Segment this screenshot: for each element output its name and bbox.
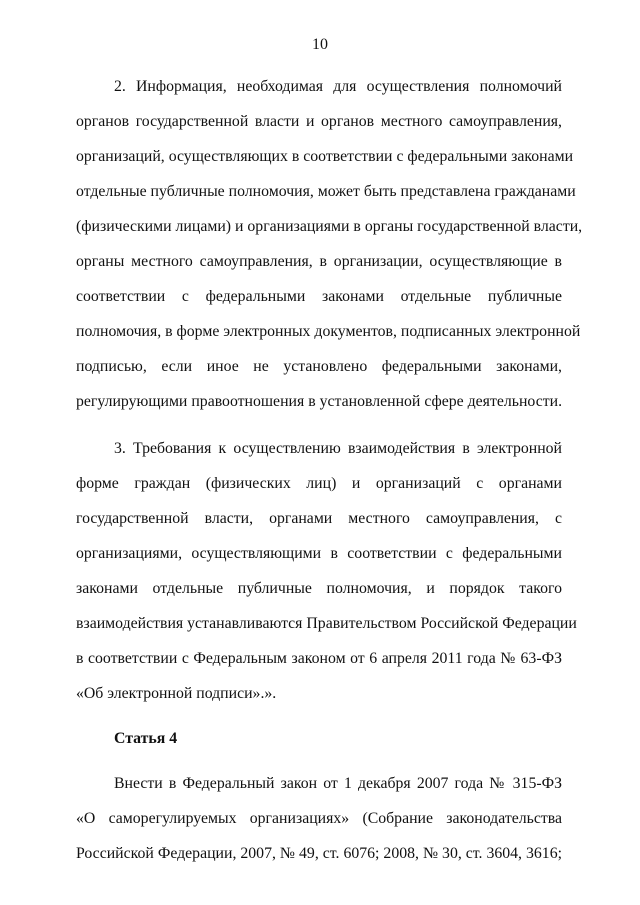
text-line: 3. Требования к осуществлению взаимодействия в электронной [114,440,562,457]
text-line: «Об электронной подписи».». [76,685,277,702]
text-line: регулирующими правоотношения в установленной сфере деятельности. [76,393,563,410]
text-line: отдельные публичные полномочия, может быть представлена гражданами [76,183,576,200]
text-line: органы местного самоуправления, в организации, осуществляющие в [76,253,562,270]
text-line: 2. Информация, необходимая для осуществления полномочий [114,78,562,95]
text-line: «О саморегулируемых организациях» (Собрание законодательства [76,810,562,827]
text-line: взаимодействия устанавливаются Правительством Российской Федерации [76,615,577,632]
text-line: форме граждан (физических лиц) и организаций с органами [76,475,562,492]
text-line: органов государственной власти и органов местного самоуправления, [76,113,562,130]
document-body [76,69,583,871]
text-line: Российской Федерации, 2007, № 49, ст. 6076; 2008, № 30, ст. 3604, 3616; [76,845,562,862]
text-line: организациями, осуществляющими в соответствии с федеральными [76,545,562,562]
text-line: государственной власти, органами местного самоуправления, с [76,510,562,527]
article-heading: Статья 4 [114,730,178,747]
paragraph-3 [76,431,577,711]
text-line: подписью, если иное не установлено федеральными законами, [76,358,562,375]
text-line: соответствии с федеральными законами отдельные публичные [76,288,562,305]
text-line: Внести в Федеральный закон от 1 декабря 2007 года № 315-ФЗ [114,775,562,792]
text-line: полномочия, в форме электронных документов, подписанных электронной [76,323,581,340]
page-number: 10 [312,36,328,53]
text-line: законами отдельные публичные полномочия, и порядок такого [76,580,562,597]
paragraph-2 [76,69,583,419]
article-4-text [76,766,562,871]
text-line: организаций, осуществляющих в соответствии с федеральными законами [76,148,574,165]
text-line: (физическими лицами) и организациями в органы государственной власти, [76,218,583,235]
text-line: в соответствии с Федеральным законом от 6 апреля 2011 года № 63-ФЗ [76,650,562,667]
